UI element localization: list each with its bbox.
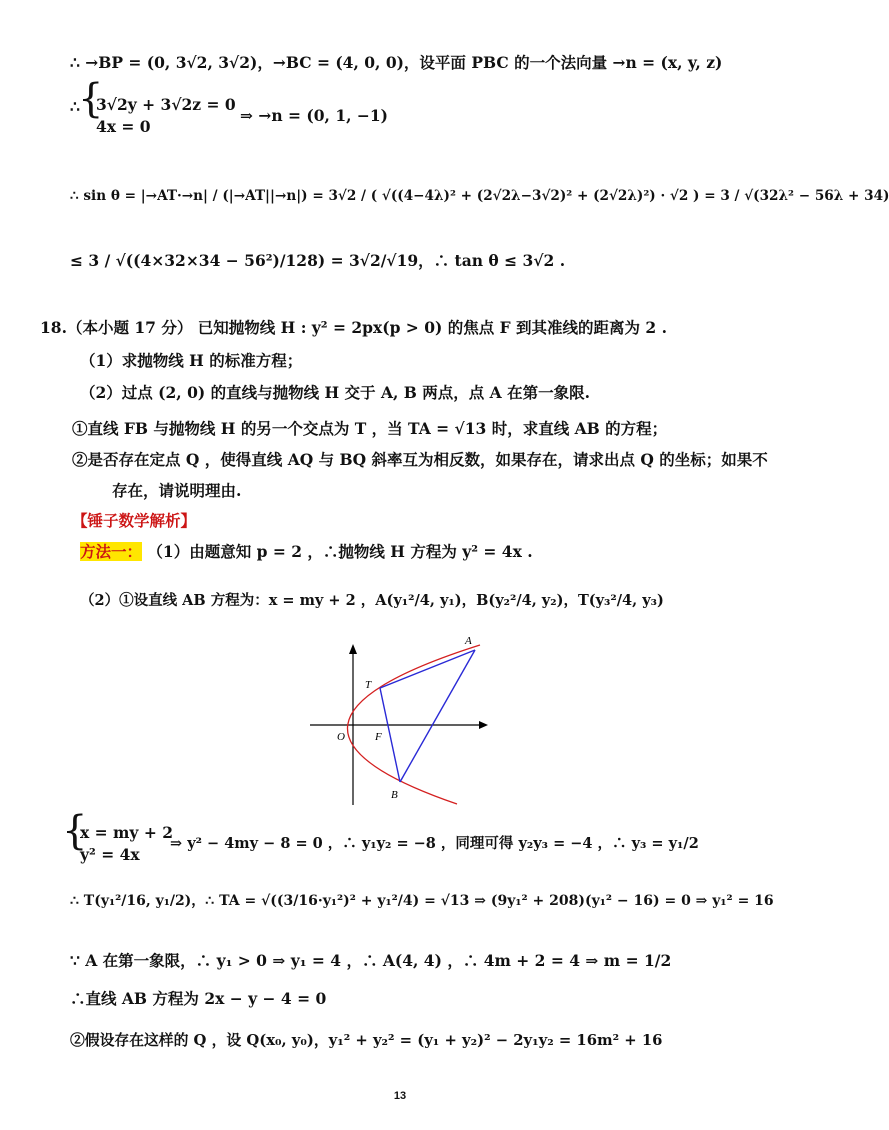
system-result: ⇒ →n = (0, 1, −1) [240, 106, 389, 125]
label-B: B [391, 789, 398, 801]
method-label: 方法一： [80, 542, 143, 561]
system2-eq-2: y² = 4x [80, 845, 140, 864]
label-O: O [337, 731, 345, 743]
sine-bound-equation: ≤ 3 / √((4×32×34 − 56²)/128) = 3√2/√19，∴ tan θ ≤ 3√2 . [70, 251, 566, 270]
TA-length-line: ∴ T(y₁²/16, y₁/2)，∴ TA = √((3/16·y₁²)² + y₁²/4) = √13 ⇒ (9y₁² + 208)(y₁² − 16) = 0 ⇒ y₁² = 16 [70, 893, 774, 909]
page-number: 13 [393, 1090, 407, 1102]
setup-line: （2）①设直线 AB 方程为：x = my + 2 ，A(y₁²/4, y₁)，B(y₂²/4, y₂)，T(y₃²/4, y₃) [80, 592, 664, 609]
document-page: ∴ →BP = (0, 3√2, 3√2)，→BC = (4, 0, 0)，设平面 PBC 的一个法向量 →n = (x, y, z) { ∴ 3√2y + 3√2z = 0 4x = 0 ⇒ →n = (0, 1, −1) ∴ sin θ = |→AT·→n| / (|→AT||→n|) = 3√2 / ( √((4−4λ)² + (2√2λ−3√2)² + (2√2λ)²) · √2 ) = 3 / √(32λ² − 56λ + 34) ≤ 3 / √((4×32×34 − 56²)/128) = 3√2/√19，∴ tan θ ≤ 3√2 . 18.（本小题 17 分） 已知抛物线 H : y² = 2px(p > 0) 的焦点 F 到其准线的距离为 2 . （1）求抛物线 H 的标准方程； （2）过点 (2, 0) 的直线与抛物线 H 交于 A, B 两点，点 A 在第一象限. ①直线 FB 与抛物线 H 的另一个交点为 T ，当 TA = √13 时，求直线 AB 的方程； ②是否存在定点 Q ，使得直线 AQ 与 BQ 斜率互为相反数，如果存在，请求出点 Q 的坐标；如果不 存在，请说明理由. 【锤子数学解析】 方法一： （1）由题意知 p = 2 ，∴抛物线 H 方程为 y² = 4x . （2）①设直线 AB 方程为：x = my + 2 ，A(y₁²/4, y₁)，B(y₂²/4, y₂)，T(y₃²/4, y₃) A T O F B { x = my + 2 y² = 4x ⇒ y² − 4my − 8 = 0 ，∴ y₁y₂ = −8 ，同理可得 y₂y₃ = −4 ，∴ y₃ = y₁/2 ∴ T(y₁²/16, y₁/2)，∴ TA = √((3/16·y₁²)² + y₁²/4) = √13 ⇒ (9y₁² + 208)(y₁² − 16) = 0 ⇒ y₁² = 16 ∵ A 在第一象限，∴ y₁ > 0 ⇒ y₁ = 4 ，∴ A(4, 4) ，∴ 4m + 2 = 4 ⇒ m = 1/2 ∴直线 AB 方程为 2x − y − 4 = 0 ②假设存在这样的 Q ，设 Q(x₀, y₀)，y₁² + y₂² = (y₁ + y₂)² − 2y₁y₂ = 16m² + 16 13 [0, 0, 800, 1130]
text-line-normal-vector: ∴ →BP = (0, 3√2, 3√2)，→BC = (4, 0, 0)，设平面 PBC 的一个法向量 →n = (x, y, z) [70, 53, 723, 72]
question-part-2-2-cont: 存在，请说明理由. [112, 481, 242, 500]
part-2-assumption: ②假设存在这样的 Q ，设 Q(x₀, y₀)，y₁² + y₂² = (y₁ + y₂)² − 2y₁y₂ = 16m² + 16 [70, 1032, 663, 1049]
sine-theta-equation: ∴ sin θ = |→AT·→n| / (|→AT||→n|) = 3√2 / ( √((4−4λ)² + (2√2λ−3√2)² + (2√2λ)²) · √2 ) = 3 / √(32λ² − 56λ + 34) [70, 188, 889, 204]
brace-glyph-2: { [62, 808, 88, 854]
question-part-2: （2）过点 (2, 0) 的直线与抛物线 H 交于 A, B 两点，点 A 在第一象限. [80, 383, 590, 402]
question-stem: 已知抛物线 H : y² = 2px(p > 0) 的焦点 F 到其准线的距离为 2 . [197, 318, 667, 337]
label-A: A [465, 635, 472, 647]
first-quadrant-line: ∵ A 在第一象限，∴ y₁ > 0 ⇒ y₁ = 4 ，∴ A(4, 4) ，∴ 4m + 2 = 4 ⇒ m = 1/2 [70, 951, 672, 970]
system-eq-1: 3√2y + 3√2z = 0 [96, 95, 236, 114]
line-AB-equation: ∴直线 AB 方程为 2x − y − 4 = 0 [70, 989, 327, 1008]
method-one-text: （1）由题意知 p = 2 ，∴抛物线 H 方程为 y² = 4x . [147, 542, 533, 561]
question-number: 18.（本小题 17 分） [40, 318, 193, 337]
y-axis-arrow [349, 644, 357, 654]
brace-glyph: { [78, 76, 104, 122]
question-part-2-2: ②是否存在定点 Q ，使得直线 AQ 与 BQ 斜率互为相反数，如果存在，请求出点 Q 的坐标；如果不 [72, 450, 768, 469]
parabola-figure [305, 630, 505, 810]
question-header [40, 317, 667, 339]
question-part-1: （1）求抛物线 H 的标准方程； [80, 351, 303, 370]
label-F: F [375, 731, 382, 743]
system2-result: ⇒ y² − 4my − 8 = 0 ，∴ y₁y₂ = −8 ，同理可得 y₂y₃ = −4 ，∴ y₃ = y₁/2 [170, 835, 699, 852]
analysis-title: 【锤子数学解析】 [72, 511, 197, 530]
segment-TA [380, 650, 475, 688]
system-eq-2: 4x = 0 [96, 117, 151, 136]
system2-eq-1: x = my + 2 [80, 823, 173, 842]
segment-TB [380, 688, 400, 782]
label-T: T [365, 679, 372, 691]
segment-AB [400, 650, 475, 782]
method-one-line [80, 541, 533, 563]
question-part-2-1: ①直线 FB 与抛物线 H 的另一个交点为 T ，当 TA = √13 时，求直线 AB 的方程； [72, 419, 668, 438]
x-axis-arrow [479, 721, 488, 729]
